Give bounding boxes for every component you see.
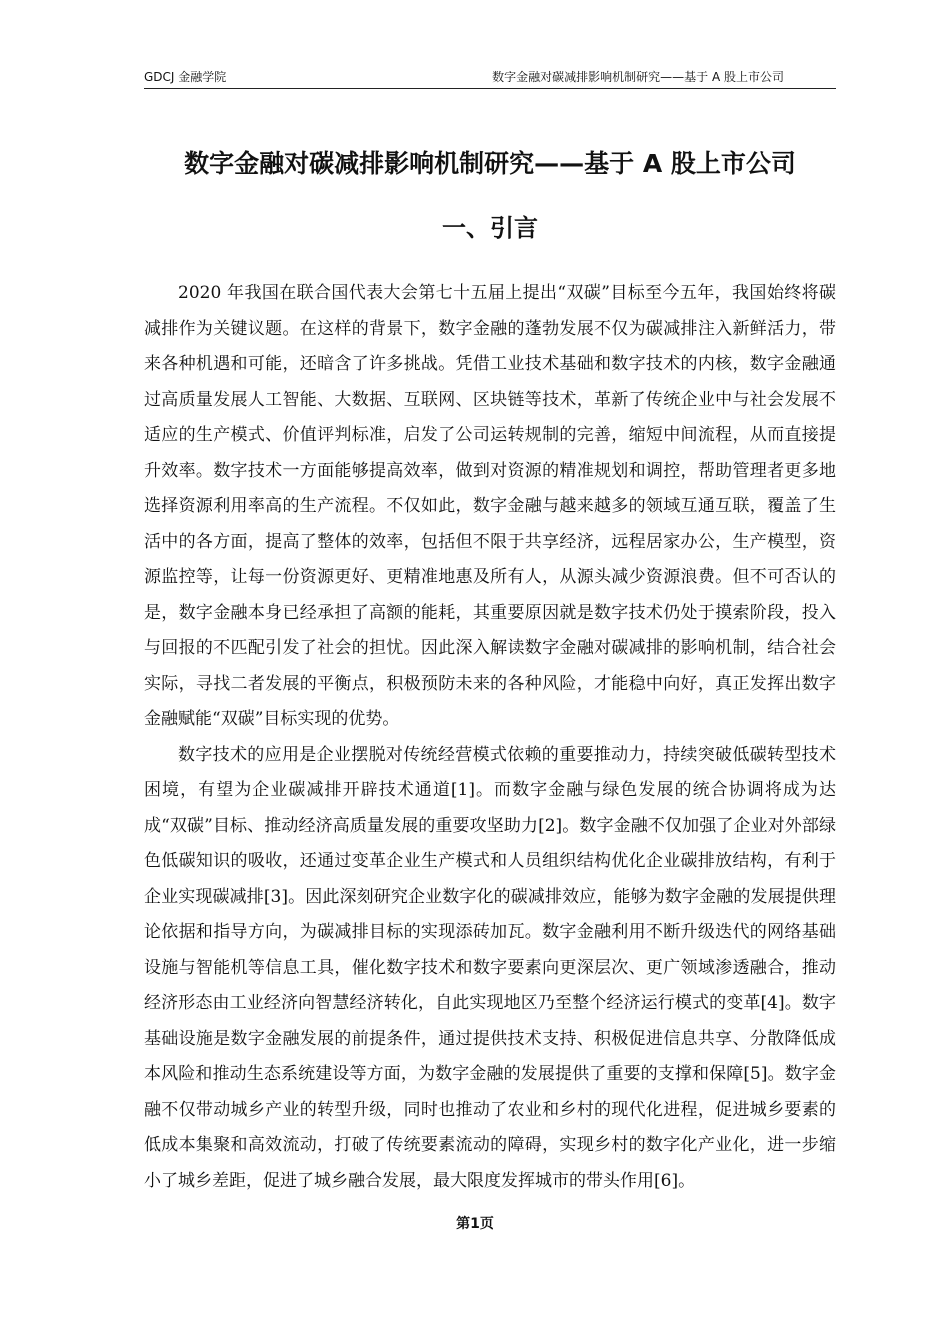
section-heading: 一、引言 [442, 214, 538, 242]
paragraph: 数字技术的应用是企业摆脱对传统经营模式依赖的重要推动力，持续突破低碳转型技术困境，有望为企业碳减排开辟技术通道[1]。而数字金融与绿色发展的统合协调将成为达成“双碳”目标、推动经济高质量发展的重要攻坚助力[2]。数字金融不仅加强了企业对外部绿色低碳知识的吸收，还通过变革企业生产模式和人员组织结构优化企业碳排放结构，有利于企业实现碳减排[3]。因此深刻研究企业数字化的碳减排效应，能够为数字金融的发展提供理论依据和指导方向，为碳减排目标的实现添砖加瓦。数字金融利用不断升级迭代的网络基础设施与智能机等信息工具，催化数字技术和数字要素向更深层次、更广领域渗透融合，推动经济形态由工业经济向智慧经济转化，自此实现地区乃至整个经济运行模式的变革[4]。数字基础设施是数字金融发展的前提条件，通过提供技术支持、积极促进信息共享、分散降低成本风险和推动生态系统建设等方面，为数字金融的发展提供了重要的支撑和保障[5]。数字金融不仅带动城乡产业的转型升级，同时也推动了农业和乡村的现代化进程，促进城乡要素的低成本集聚和高效流动，打破了传统要素流动的障碍，实现乡村的数字化产业化，进一步缩小了城乡差距，促进了城乡融合发展，最大限度发挥城市的带头作用[6]。 [144, 744, 836, 1191]
page-number: 第1页 [456, 1216, 494, 1232]
header-institution: GDCJ 金融学院 [144, 70, 227, 84]
body-text [144, 276, 836, 1199]
paragraph: 2020 年我国在联合国代表大会第七十五届上提出“双碳”目标至今五年，我国始终将碳减排作为关键议题。在这样的背景下，数字金融的蓬勃发展不仅为碳减排注入新鲜活力，带来各种机遇和可能，还暗含了许多挑战。凭借工业技术基础和数字技术的内核，数字金融通过高质量发展人工智能、大数据、互联网、区块链等技术，革新了传统企业中与社会发展不适应的生产模式、价值评判标准，启发了公司运转规制的完善，缩短中间流程，从而直接提升效率。数字技术一方面能够提高效率，做到对资源的精准规划和调控，帮助管理者更多地选择资源利用率高的生产流程。不仅如此，数字金融与越来越多的领域互通互联，覆盖了生活中的各方面，提高了整体的效率，包括但不限于共享经济，远程居家办公，生产模型，资源监控等，让每一份资源更好、更精准地惠及所有人，从源头减少资源浪费。但不可否认的是，数字金融本身已经承担了高额的能耗，其重要原因就是数字技术仍处于摸索阶段，投入与回报的不匹配引发了社会的担忧。因此深入解读数字金融对碳减排的影响机制，结合社会实际，寻找二者发展的平衡点，积极预防未来的各种风险，才能稳中向好，真正发挥出数字金融赋能“双碳”目标实现的优势。 [144, 283, 836, 729]
paper-title: 数字金融对碳减排影响机制研究——基于 A 股上市公司 [184, 149, 796, 178]
running-header [144, 68, 836, 89]
header-paper-title: 数字金融对碳减排影响机制研究——基于 A 股上市公司 [492, 70, 784, 84]
